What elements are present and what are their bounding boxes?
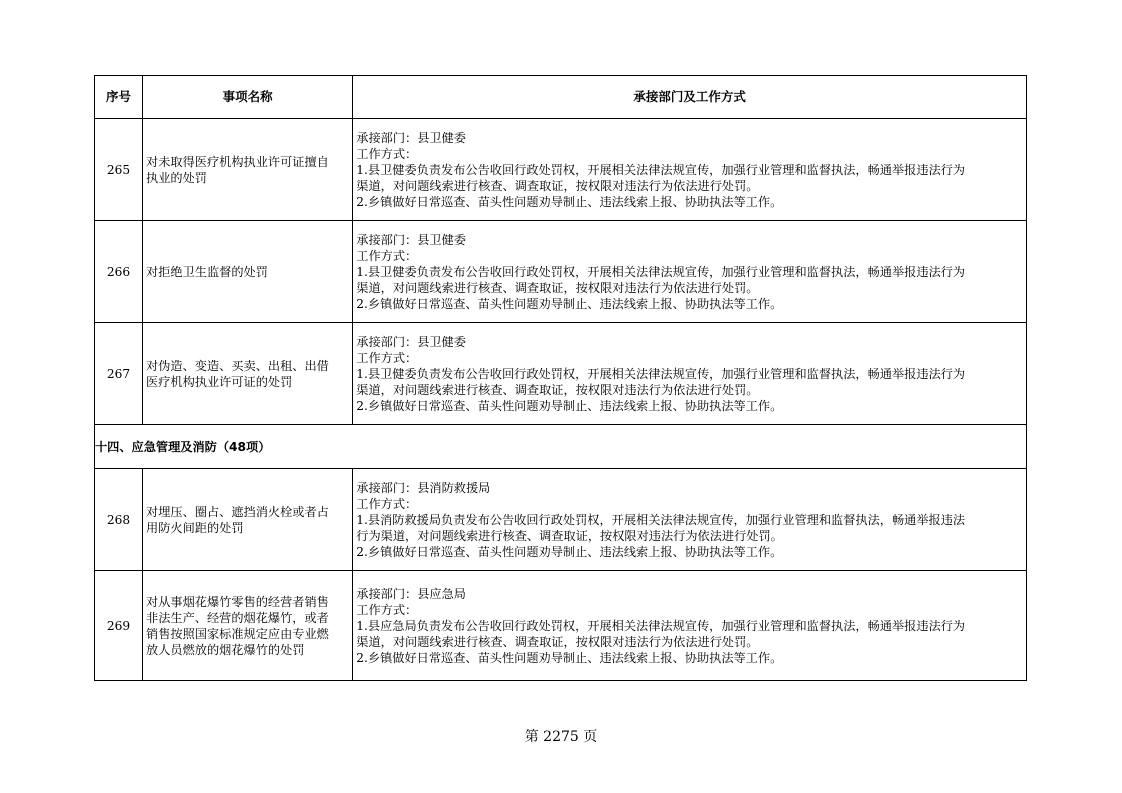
item-name-cell	[143, 119, 353, 221]
header-department-method: 承接部门及工作方式	[353, 76, 1027, 119]
work-method-line: 工作方式：	[356, 602, 418, 617]
page-number: 第 2275 页	[524, 729, 598, 745]
serial-no-cell: 266	[95, 221, 143, 323]
matters-table	[94, 75, 1027, 681]
department-method-cell	[353, 119, 1027, 221]
serial-no-cell: 267	[95, 323, 143, 425]
item-name-line: 放人员燃放的烟花爆竹的处罚	[146, 642, 305, 657]
serial-no-cell: 265	[95, 119, 143, 221]
work-method-line: 渠道，对问题线索进行核查、调查取证，按权限对违法行为依法进行处罚。	[356, 634, 759, 649]
table-row	[95, 571, 1027, 681]
section-header-row	[95, 425, 1027, 469]
item-name-line: 非法生产、经营的烟花爆竹，或者	[146, 610, 329, 625]
work-method-line: 行为渠道，对问题线索进行核查、调查取证，按权限对违法行为依法进行处罚。	[356, 528, 783, 543]
work-method-line: 1.县卫健委负责发布公告收回行政处罚权，开展相关法律法规宣传，加强行业管理和监督执法，畅通举报违法行为	[356, 264, 966, 279]
item-name-line: 执业的处罚	[146, 170, 207, 185]
item-name-line: 销售按照国家标准规定应由专业燃	[146, 626, 329, 641]
work-method-line: 2.乡镇做好日常巡查、苗头性问题劝导制止、违法线索上报、协助执法等工作。	[356, 650, 783, 665]
work-method-line: 工作方式：	[356, 248, 418, 263]
work-method-line: 2.乡镇做好日常巡查、苗头性问题劝导制止、违法线索上报、协助执法等工作。	[356, 544, 783, 559]
item-name-line: 对埋压、圈占、遮挡消火栓或者占	[146, 504, 329, 519]
item-name-line: 对拒绝卫生监督的处罚	[146, 264, 268, 279]
work-method-line: 承接部门：县卫健委	[356, 130, 466, 145]
work-method-line: 2.乡镇做好日常巡查、苗头性问题劝导制止、违法线索上报、协助执法等工作。	[356, 398, 783, 413]
work-method-line: 2.乡镇做好日常巡查、苗头性问题劝导制止、违法线索上报、协助执法等工作。	[356, 296, 783, 311]
work-method-line: 渠道，对问题线索进行核查、调查取证，按权限对违法行为依法进行处罚。	[356, 178, 759, 193]
serial-no-cell: 269	[95, 571, 143, 681]
section-title: 十四、应急管理及消防（48项）	[95, 425, 1027, 469]
work-method-line: 1.县卫健委负责发布公告收回行政处罚权，开展相关法律法规宣传，加强行业管理和监督执法，畅通举报违法行为	[356, 162, 966, 177]
work-method-line: 工作方式：	[356, 350, 418, 365]
item-name-line: 对未取得医疗机构执业许可证擅自	[146, 154, 329, 169]
department-method-cell	[353, 323, 1027, 425]
department-method-cell	[353, 571, 1027, 681]
item-name-line: 用防火间距的处罚	[146, 520, 244, 535]
work-method-line: 工作方式：	[356, 146, 418, 161]
work-method-line: 渠道，对问题线索进行核查、调查取证，按权限对违法行为依法进行处罚。	[356, 382, 759, 397]
work-method-line: 承接部门：县卫健委	[356, 334, 466, 349]
item-name-line: 对从事烟花爆竹零售的经营者销售	[146, 594, 329, 609]
item-name-line: 医疗机构执业许可证的处罚	[146, 374, 293, 389]
department-method-cell	[353, 469, 1027, 571]
item-name-line: 对伪造、变造、买卖、出租、出借	[146, 358, 329, 373]
item-name-cell	[143, 323, 353, 425]
table-row	[95, 469, 1027, 571]
table-row	[95, 323, 1027, 425]
header-item-name: 事项名称	[143, 76, 353, 119]
work-method-line: 承接部门：县卫健委	[356, 232, 466, 247]
header-row	[95, 76, 1027, 119]
work-method-line: 渠道，对问题线索进行核查、调查取证，按权限对违法行为依法进行处罚。	[356, 280, 759, 295]
serial-no-cell: 268	[95, 469, 143, 571]
work-method-line: 2.乡镇做好日常巡查、苗头性问题劝导制止、违法线索上报、协助执法等工作。	[356, 194, 783, 209]
work-method-line: 承接部门：县消防救援局	[356, 480, 491, 495]
item-name-cell	[143, 221, 353, 323]
work-method-line: 工作方式：	[356, 496, 418, 511]
work-method-line: 承接部门：县应急局	[356, 586, 466, 601]
work-method-line: 1.县应急局负责发布公告收回行政处罚权，开展相关法律法规宣传，加强行业管理和监督执法，畅通举报违法行为	[356, 618, 966, 633]
table-row	[95, 119, 1027, 221]
table-row	[95, 221, 1027, 323]
department-method-cell	[353, 221, 1027, 323]
work-method-line: 1.县消防救援局负责发布公告收回行政处罚权，开展相关法律法规宣传，加强行业管理和监督执法，畅通举报违法	[356, 512, 966, 527]
table-body	[95, 119, 1027, 681]
work-method-line: 1.县卫健委负责发布公告收回行政处罚权，开展相关法律法规宣传，加强行业管理和监督执法，畅通举报违法行为	[356, 366, 966, 381]
item-name-cell	[143, 571, 353, 681]
item-name-cell	[143, 469, 353, 571]
header-serial-no: 序号	[95, 76, 143, 119]
